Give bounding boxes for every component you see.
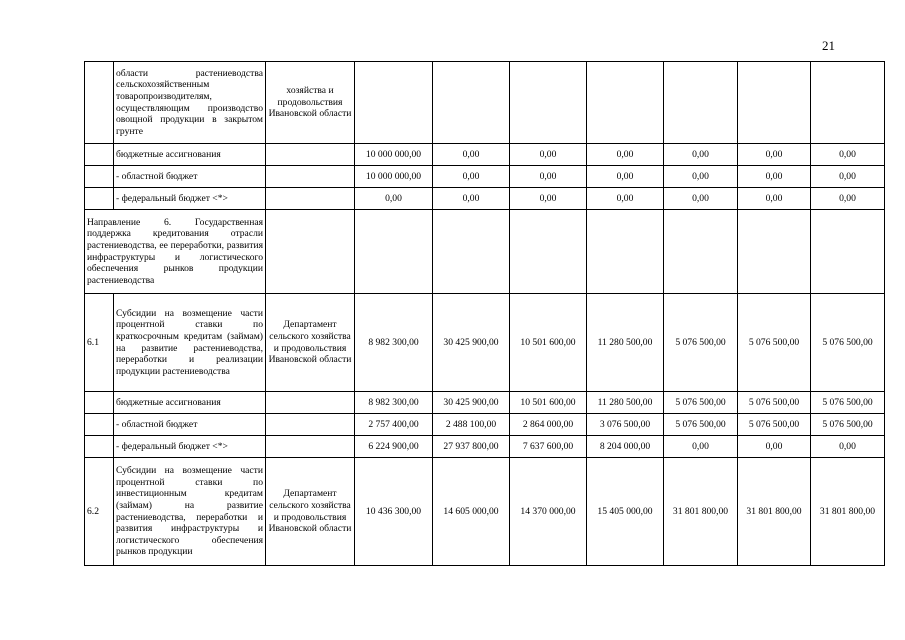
index-cell bbox=[85, 62, 114, 144]
value-cell: 5 076 500,00 bbox=[664, 392, 738, 414]
value-cell: 0,00 bbox=[664, 166, 738, 188]
value-cell bbox=[510, 62, 587, 144]
value-cell: 2 488 100,00 bbox=[433, 414, 510, 436]
executor-cell bbox=[266, 392, 355, 414]
value-cell: 5 076 500,00 bbox=[811, 294, 885, 392]
value-cell: 2 757 400,00 bbox=[355, 414, 433, 436]
value-cell: 0,00 bbox=[811, 166, 885, 188]
value-cell: 5 076 500,00 bbox=[664, 414, 738, 436]
value-cell bbox=[738, 62, 811, 144]
value-cell: 3 076 500,00 bbox=[587, 414, 664, 436]
value-cell: 0,00 bbox=[587, 166, 664, 188]
value-cell: 0,00 bbox=[738, 188, 811, 210]
value-cell: 31 801 800,00 bbox=[811, 458, 885, 566]
value-cell: 15 405 000,00 bbox=[587, 458, 664, 566]
name-cell: области растениеводства сельскохозяйственным товаропроизводителям, осуществляющим производство овощной продукции в закрытом грунте bbox=[114, 62, 266, 144]
value-cell: 0,00 bbox=[433, 144, 510, 166]
executor-cell bbox=[266, 210, 355, 294]
value-cell: 10 501 600,00 bbox=[510, 294, 587, 392]
value-cell: 0,00 bbox=[355, 188, 433, 210]
value-cell: 0,00 bbox=[811, 436, 885, 458]
value-cell: 11 280 500,00 bbox=[587, 392, 664, 414]
value-cell: 0,00 bbox=[811, 144, 885, 166]
value-cell: 0,00 bbox=[510, 166, 587, 188]
index-cell: 6.2 bbox=[85, 458, 114, 566]
executor-cell bbox=[266, 414, 355, 436]
value-cell: 10 436 300,00 bbox=[355, 458, 433, 566]
name-cell: Субсидии на возмещение части процентной ставки по инвестиционным кредитам (займам) на развитие растениеводства, переработки и развития инфраструктуры и логистического обеспечения рынков продукции bbox=[114, 458, 266, 566]
value-cell: 5 076 500,00 bbox=[738, 392, 811, 414]
value-cell: 0,00 bbox=[433, 166, 510, 188]
value-cell bbox=[811, 210, 885, 294]
executor-cell: хозяйства и продовольствия Ивановской области bbox=[266, 62, 355, 144]
value-cell: 31 801 800,00 bbox=[738, 458, 811, 566]
table-row bbox=[85, 414, 885, 436]
table-row bbox=[85, 436, 885, 458]
name-cell: - федеральный бюджет <*> bbox=[114, 436, 266, 458]
value-cell: 0,00 bbox=[664, 436, 738, 458]
value-cell: 5 076 500,00 bbox=[811, 392, 885, 414]
table-row bbox=[85, 294, 885, 392]
value-cell: 0,00 bbox=[587, 188, 664, 210]
name-cell: бюджетные ассигнования bbox=[114, 144, 266, 166]
executor-cell bbox=[266, 436, 355, 458]
value-cell: 0,00 bbox=[664, 188, 738, 210]
value-cell: 8 982 300,00 bbox=[355, 392, 433, 414]
value-cell bbox=[664, 62, 738, 144]
index-cell bbox=[85, 436, 114, 458]
name-cell: Субсидии на возмещение части процентной ставки по краткосрочным кредитам (займам) на развитие растениеводства, переработки и реализации продукции растениеводства bbox=[114, 294, 266, 392]
value-cell: 0,00 bbox=[587, 144, 664, 166]
index-cell bbox=[85, 166, 114, 188]
table-row bbox=[85, 144, 885, 166]
value-cell bbox=[587, 62, 664, 144]
executor-cell bbox=[266, 144, 355, 166]
section-heading: Направление 6. Государственная поддержка кредитования отрасли растениеводства, ее переработки, развития инфраструктуры и логистического обеспечения рынков продукции растениеводства bbox=[85, 210, 266, 294]
value-cell: 5 076 500,00 bbox=[738, 294, 811, 392]
value-cell: 5 076 500,00 bbox=[738, 414, 811, 436]
value-cell bbox=[664, 210, 738, 294]
value-cell bbox=[433, 210, 510, 294]
value-cell: 31 801 800,00 bbox=[664, 458, 738, 566]
value-cell: 0,00 bbox=[738, 436, 811, 458]
name-cell: - федеральный бюджет <*> bbox=[114, 188, 266, 210]
executor-cell bbox=[266, 188, 355, 210]
value-cell: 5 076 500,00 bbox=[664, 294, 738, 392]
value-cell: 6 224 900,00 bbox=[355, 436, 433, 458]
value-cell: 5 076 500,00 bbox=[811, 414, 885, 436]
value-cell: 10 000 000,00 bbox=[355, 144, 433, 166]
value-cell: 14 370 000,00 bbox=[510, 458, 587, 566]
value-cell: 0,00 bbox=[811, 188, 885, 210]
value-cell: 2 864 000,00 bbox=[510, 414, 587, 436]
table-row bbox=[85, 62, 885, 144]
value-cell: 0,00 bbox=[510, 144, 587, 166]
page-number: 21 bbox=[822, 38, 835, 53]
value-cell: 0,00 bbox=[510, 188, 587, 210]
value-cell: 30 425 900,00 bbox=[433, 392, 510, 414]
executor-cell bbox=[266, 166, 355, 188]
value-cell: 10 501 600,00 bbox=[510, 392, 587, 414]
value-cell: 14 605 000,00 bbox=[433, 458, 510, 566]
index-cell bbox=[85, 144, 114, 166]
value-cell: 27 937 800,00 bbox=[433, 436, 510, 458]
budget-table bbox=[84, 61, 885, 566]
table-row bbox=[85, 188, 885, 210]
name-cell: бюджетные ассигнования bbox=[114, 392, 266, 414]
index-cell bbox=[85, 414, 114, 436]
value-cell: 10 000 000,00 bbox=[355, 166, 433, 188]
value-cell: 0,00 bbox=[664, 144, 738, 166]
name-cell: - областной бюджет bbox=[114, 166, 266, 188]
value-cell: 0,00 bbox=[433, 188, 510, 210]
table-row bbox=[85, 458, 885, 566]
table-row bbox=[85, 392, 885, 414]
value-cell bbox=[433, 62, 510, 144]
executor-cell: Департамент сельского хозяйства и продовольствия Ивановской области bbox=[266, 458, 355, 566]
value-cell: 30 425 900,00 bbox=[433, 294, 510, 392]
index-cell bbox=[85, 188, 114, 210]
value-cell bbox=[587, 210, 664, 294]
value-cell bbox=[510, 210, 587, 294]
value-cell: 11 280 500,00 bbox=[587, 294, 664, 392]
section-row bbox=[85, 210, 885, 294]
index-cell bbox=[85, 392, 114, 414]
index-cell: 6.1 bbox=[85, 294, 114, 392]
executor-cell: Департамент сельского хозяйства и продовольствия Ивановской области bbox=[266, 294, 355, 392]
value-cell: 8 982 300,00 bbox=[355, 294, 433, 392]
value-cell bbox=[738, 210, 811, 294]
value-cell: 0,00 bbox=[738, 144, 811, 166]
table-row bbox=[85, 166, 885, 188]
value-cell: 0,00 bbox=[738, 166, 811, 188]
value-cell: 8 204 000,00 bbox=[587, 436, 664, 458]
value-cell bbox=[355, 62, 433, 144]
value-cell bbox=[355, 210, 433, 294]
name-cell: - областной бюджет bbox=[114, 414, 266, 436]
value-cell bbox=[811, 62, 885, 144]
value-cell: 7 637 600,00 bbox=[510, 436, 587, 458]
